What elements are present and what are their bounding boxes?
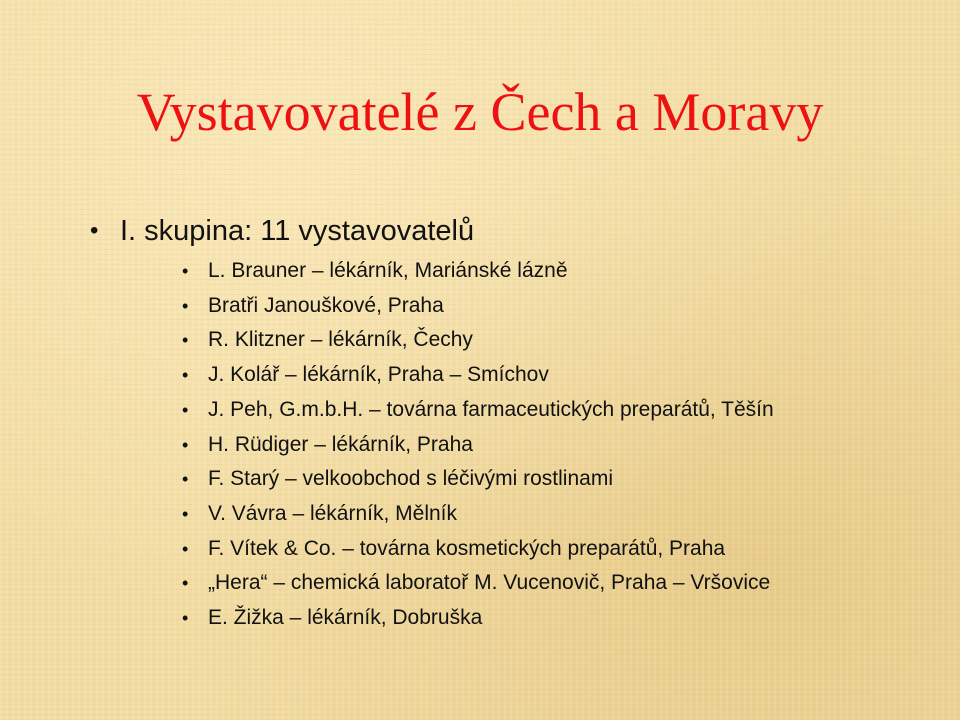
exhibitor-text: F. Starý – velkoobchod s léčivými rostlinami: [208, 467, 613, 491]
exhibitor-list: [182, 254, 774, 636]
exhibitor-text: H. Rüdiger – lékárník, Praha: [208, 432, 473, 456]
exhibitor-text: J. Kolář – lékárník, Praha – Smíchov: [208, 363, 549, 387]
list-item: [182, 393, 774, 428]
exhibitor-text: J. Peh, G.m.b.H. – továrna farmaceutických preparátů, Těšín: [208, 397, 774, 421]
exhibitor-text: E. Žižka – lékárník, Dobruška: [208, 606, 483, 630]
list-item: [182, 532, 774, 567]
exhibitor-text: F. Vítek & Co. – továrna kosmetických preparátů, Praha: [208, 536, 726, 560]
exhibitor-text: R. Klitzner – lékárník, Čechy: [208, 328, 473, 352]
slide-title: Vystavovatelé z Čech a Moravy: [136, 82, 824, 142]
list-item: [182, 601, 774, 636]
list-item: [182, 462, 774, 497]
exhibitor-text: V. Vávra – lékárník, Mělník: [208, 501, 458, 525]
exhibitor-text: Bratři Janouškové, Praha: [208, 293, 444, 317]
bullet-icon: •: [182, 573, 189, 594]
bullet-icon: •: [182, 261, 189, 281]
list-item: [182, 323, 774, 358]
exhibitor-text: „Hera“ – chemická laboratoř M. Vucenovič, Praha – Vršovice: [208, 571, 771, 595]
list-item: [182, 254, 774, 289]
list-item: [182, 497, 774, 532]
list-item: [182, 566, 774, 601]
group-item: [90, 210, 774, 636]
list-item: [182, 358, 774, 393]
list-item: [182, 289, 774, 324]
bullet-icon: •: [182, 503, 189, 524]
exhibitor-text: L. Brauner – lékárník, Mariánské lázně: [208, 259, 568, 282]
list-item: [182, 428, 774, 463]
bullet-icon: •: [182, 330, 189, 351]
bullet-icon: •: [90, 217, 99, 244]
group-label: I. skupina: 11 vystavovatelů: [120, 215, 475, 247]
bullet-icon: •: [182, 608, 189, 629]
bullet-list: [90, 210, 774, 636]
bullet-icon: •: [182, 434, 189, 455]
bullet-icon: •: [182, 365, 189, 386]
bullet-icon: •: [182, 399, 189, 420]
bullet-icon: •: [182, 538, 189, 559]
bullet-icon: •: [182, 295, 189, 316]
bullet-icon: •: [182, 469, 189, 490]
